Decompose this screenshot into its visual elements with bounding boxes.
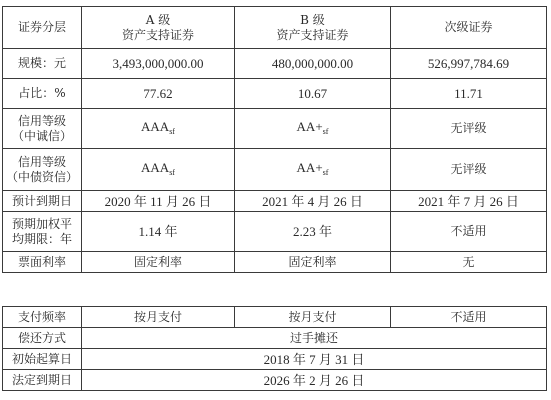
table-row-rating-ccxi bbox=[3, 109, 547, 149]
header-class-b-subtitle: 资产支持证券 bbox=[276, 27, 349, 42]
coupon-class-a: 固定利率 bbox=[82, 252, 235, 273]
table-row-repayment-method bbox=[3, 328, 547, 349]
rating-cbr-label-line1: 信用等级 bbox=[17, 154, 66, 169]
table-row-share bbox=[3, 79, 547, 109]
size-class-a: 3,493,000,000.00 bbox=[82, 49, 235, 79]
header-subordinated: 次级证券 bbox=[391, 7, 547, 49]
row-label-weighted-average-life bbox=[3, 212, 82, 252]
rating-ccxi-class-b bbox=[235, 109, 391, 149]
wal-label-line1: 预期加权平 bbox=[11, 216, 72, 231]
header-class-a bbox=[82, 7, 235, 49]
rating-cbr-class-a bbox=[82, 149, 235, 191]
coupon-class-b: 固定利率 bbox=[235, 252, 391, 273]
header-tranche-layer: 证券分层 bbox=[3, 7, 82, 49]
header-class-b bbox=[235, 7, 391, 49]
initial-settlement-date-value: 2018 年 7 月 31 日 bbox=[82, 349, 547, 370]
row-label-initial-settlement-date: 初始起算日 bbox=[3, 349, 82, 370]
row-label-rating-ccxi bbox=[3, 109, 82, 149]
rating-cbr-label-line2: （中债资信） bbox=[5, 169, 78, 184]
table-row-weighted-average-life bbox=[3, 212, 547, 252]
row-label-payment-frequency: 支付频率 bbox=[3, 307, 82, 328]
rating-ccxi-label-line2: （中诚信） bbox=[11, 128, 72, 143]
rating-cbr-class-b-grade: AA+ bbox=[296, 159, 323, 175]
coupon-subordinated: 无 bbox=[391, 252, 547, 273]
header-class-a-subtitle: 资产支持证券 bbox=[121, 27, 194, 42]
maturity-class-a: 2020 年 11 月 26 日 bbox=[82, 191, 235, 212]
table-row-coupon bbox=[3, 252, 547, 273]
header-class-a-title: A 级 bbox=[145, 12, 171, 27]
payment-frequency-class-b: 按月支付 bbox=[235, 307, 391, 328]
rating-cbr-class-a-suffix: sf bbox=[169, 167, 175, 177]
table-row-initial-settlement-date bbox=[3, 349, 547, 370]
size-class-b: 480,000,000.00 bbox=[235, 49, 391, 79]
rating-cbr-subordinated: 无评级 bbox=[391, 149, 547, 191]
rating-ccxi-class-b-suffix: sf bbox=[322, 126, 329, 136]
table-row-size bbox=[3, 49, 547, 79]
rating-ccxi-class-a bbox=[82, 109, 235, 149]
header-class-b-title: B 级 bbox=[300, 12, 325, 27]
payment-frequency-subordinated: 不适用 bbox=[391, 307, 547, 328]
maturity-subordinated: 2021 年 7 月 26 日 bbox=[391, 191, 547, 212]
rating-ccxi-class-a-suffix: sf bbox=[169, 126, 175, 136]
wal-subordinated: 不适用 bbox=[391, 212, 547, 252]
legal-maturity-date-value: 2026 年 2 月 26 日 bbox=[82, 370, 547, 391]
rating-cbr-class-b bbox=[235, 149, 391, 191]
size-subordinated: 526,997,784.69 bbox=[391, 49, 547, 79]
row-label-share: 占比：% bbox=[3, 79, 82, 109]
rating-cbr-class-a-grade: AAA bbox=[141, 159, 170, 175]
rating-ccxi-class-a-grade: AAA bbox=[141, 118, 170, 134]
share-class-b: 10.67 bbox=[235, 79, 391, 109]
wal-class-a: 1.14 年 bbox=[82, 212, 235, 252]
row-label-legal-maturity-date: 法定到期日 bbox=[3, 370, 82, 391]
rating-ccxi-subordinated: 无评级 bbox=[391, 109, 547, 149]
table-row-expected-maturity bbox=[3, 191, 547, 212]
header-row bbox=[3, 7, 547, 49]
table-row-legal-maturity-date bbox=[3, 370, 547, 391]
row-label-coupon: 票面利率 bbox=[3, 252, 82, 273]
payment-frequency-class-a: 按月支付 bbox=[82, 307, 235, 328]
share-class-a: 77.62 bbox=[82, 79, 235, 109]
securities-tranche-table bbox=[2, 6, 547, 273]
table-row-payment-frequency bbox=[3, 307, 547, 328]
rating-ccxi-label-line1: 信用等级 bbox=[17, 113, 66, 128]
row-label-size: 规模：元 bbox=[3, 49, 82, 79]
rating-ccxi-class-b-grade: AA+ bbox=[296, 118, 323, 134]
share-subordinated: 11.71 bbox=[391, 79, 547, 109]
table-row-rating-cbr bbox=[3, 149, 547, 191]
row-label-rating-cbr bbox=[3, 149, 82, 191]
row-label-repayment-method: 偿还方式 bbox=[3, 328, 82, 349]
repayment-method-value: 过手摊还 bbox=[82, 328, 547, 349]
wal-label-line2: 均期限：年 bbox=[11, 231, 72, 246]
rating-cbr-class-b-suffix: sf bbox=[322, 167, 329, 177]
payment-terms-table bbox=[2, 306, 547, 391]
maturity-class-b: 2021 年 4 月 26 日 bbox=[235, 191, 391, 212]
wal-class-b: 2.23 年 bbox=[235, 212, 391, 252]
row-label-expected-maturity: 预计到期日 bbox=[3, 191, 82, 212]
